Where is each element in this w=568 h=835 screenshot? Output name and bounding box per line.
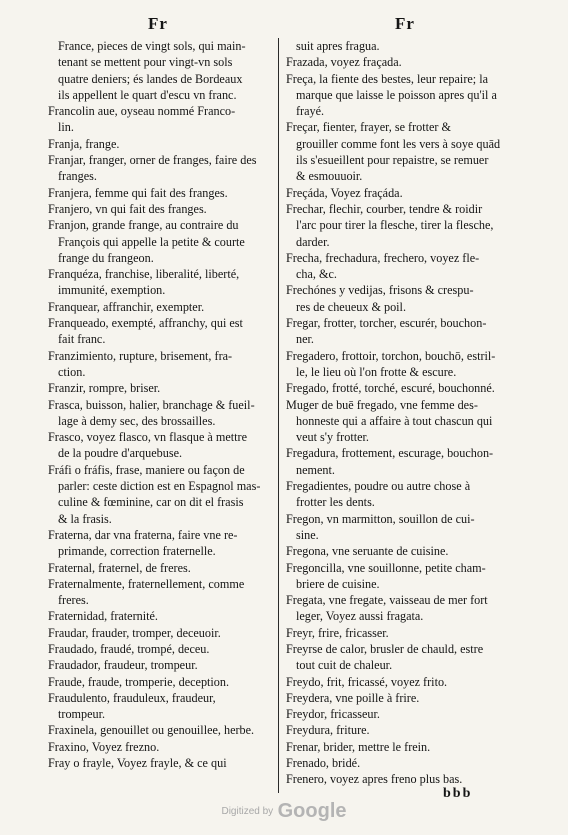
- dictionary-line: Frasco, voyez flasco, vn flasque à mettre: [48, 430, 247, 445]
- dictionary-line: sine.: [296, 527, 319, 542]
- dictionary-line: ction.: [58, 364, 86, 379]
- dictionary-line: parler: ceste diction est en Espagnol mas-: [58, 479, 261, 494]
- dictionary-line: Frechónes y vedijas, frisons & crespu-: [286, 283, 474, 298]
- dictionary-line: le, le lieu où l'on frotte & escure.: [296, 364, 457, 379]
- dictionary-line: & esmouuoir.: [296, 169, 363, 184]
- dictionary-line: Franjero, vn qui fait des franges.: [48, 201, 207, 216]
- dictionary-line: Frenar, brider, mettre le frein.: [286, 739, 431, 754]
- dictionary-line: Franquéza, franchise, liberalité, liberté,: [48, 267, 240, 282]
- dictionary-line: Frenero, voyez apres freno plus bas.: [286, 772, 463, 787]
- dictionary-line: Fregadura, frottement, escurage, bouchon-: [286, 446, 494, 461]
- dictionary-line: & la frasis.: [58, 511, 112, 526]
- running-head-left: Fr: [148, 14, 168, 33]
- dictionary-line: Franjon, grande frange, au contraire du: [48, 218, 239, 233]
- dictionary-line: Fregado, frotté, torché, escuré, bouchonné.: [286, 381, 495, 396]
- dictionary-line: ils s'esueillent pour repaistre, se remuer: [296, 153, 489, 168]
- dictionary-line: primande, correction fraternelle.: [58, 544, 216, 559]
- dictionary-line: Fraxinela, genouillet ou genouillee, herbe.: [48, 723, 255, 738]
- dictionary-line: culine & fœminine, car on dit el frasis: [58, 495, 244, 510]
- dictionary-line: Fregon, vn marmitton, souillon de cui-: [286, 511, 475, 526]
- dictionary-line: ner.: [296, 332, 314, 347]
- dictionary-line: frange du frangeon.: [58, 250, 154, 265]
- dictionary-line: François qui appelle la petite & courte: [58, 234, 245, 249]
- signature-mark: bbb: [443, 786, 473, 801]
- dictionary-line: nement.: [296, 462, 335, 477]
- dictionary-line: Frenado, bridé.: [286, 756, 361, 771]
- dictionary-line: honneste qui a affaire à tout chascun qui: [296, 413, 493, 428]
- dictionary-line: Franja, frange.: [48, 136, 120, 151]
- dictionary-line: immunité, exemption.: [58, 283, 166, 298]
- dictionary-line: Fraternalmente, fraternellement, comme: [48, 576, 245, 591]
- dictionary-line: Freydura, friture.: [286, 723, 370, 738]
- dictionary-line: veut s'y frotter.: [296, 430, 369, 445]
- dictionary-line: trompeur.: [58, 707, 106, 722]
- dictionary-line: quatre deniers; és landes de Bordeaux: [58, 71, 243, 86]
- right-column: [286, 38, 512, 788]
- dictionary-line: l'arc pour tirer la flesche, tirer la flesche,: [296, 218, 494, 233]
- dictionary-line: de la poudre d'arquebuse.: [58, 446, 183, 461]
- dictionary-line: tout cuit de chaleur.: [296, 658, 393, 673]
- dictionary-line: Franqueado, exempté, affranchy, qui est: [48, 316, 243, 331]
- dictionary-line: Fraude, fraude, tromperie, deception.: [48, 674, 230, 689]
- dictionary-line: darder.: [296, 234, 330, 249]
- watermark: [0, 800, 568, 823]
- dictionary-line: Fregoncilla, vne souillonne, petite cham-: [286, 560, 486, 575]
- dictionary-line: Freyrse de calor, brusler de chauld, estre: [286, 641, 484, 656]
- dictionary-line: franges.: [58, 169, 97, 184]
- dictionary-line: Fraudulento, frauduleux, fraudeur,: [48, 690, 216, 705]
- dictionary-line: Franquear, affranchir, exempter.: [48, 299, 205, 314]
- dictionary-line: Frechar, flechir, courber, tendre & roidir: [286, 201, 483, 216]
- dictionary-line: tenant se mettent pour vingt-vn sols: [58, 55, 233, 70]
- dictionary-line: freres.: [58, 593, 89, 608]
- dictionary-line: Muger de buē fregado, vne femme des-: [286, 397, 478, 412]
- dictionary-line: Fraudar, frauder, tromper, deceuoir.: [48, 625, 221, 640]
- dictionary-line: Fraterna, dar vna fraterna, faire vne re-: [48, 527, 238, 542]
- google-logo: Google: [277, 800, 347, 822]
- dictionary-line: frotter les dents.: [296, 495, 375, 510]
- dictionary-line: lage à demy sec, des brossailles.: [58, 413, 216, 428]
- dictionary-line: frayé.: [296, 104, 325, 119]
- dictionary-line: Freydor, fricasseur.: [286, 707, 380, 722]
- dictionary-line: cha, &c.: [296, 267, 337, 282]
- dictionary-line: leger, Voyez aussi fragata.: [296, 609, 424, 624]
- dictionary-line: Fregadientes, poudre ou autre chose à: [286, 479, 471, 494]
- dictionary-line: res de cheueux & poil.: [296, 299, 406, 314]
- running-head-right: Fr: [395, 14, 415, 33]
- dictionary-line: Freçáda, Voyez fraçáda.: [286, 185, 403, 200]
- dictionary-line: Freçar, fienter, frayer, se frotter &: [286, 120, 452, 135]
- watermark-prefix: Digitized by: [221, 806, 274, 817]
- dictionary-line: Fray o frayle, Voyez frayle, & ce qui: [48, 756, 227, 771]
- dictionary-line: grouiller comme font les vers à soye quād: [296, 136, 501, 151]
- dictionary-line: Franjar, franger, orner de franges, faire des: [48, 153, 257, 168]
- dictionary-line: Fregata, vne fregate, vaisseau de mer fort: [286, 593, 488, 608]
- dictionary-line: Fregadero, frottoir, torchon, bouchō, estril-: [286, 348, 496, 363]
- dictionary-line: Francolin aue, oyseau nommé Franco-: [48, 104, 236, 119]
- left-column: [48, 38, 274, 771]
- dictionary-line: ils appellent le quart d'escu vn franc.: [58, 87, 237, 102]
- dictionary-line: Fregar, frotter, torcher, escurér, bouchon-: [286, 316, 487, 331]
- dictionary-line: briere de cuisine.: [296, 576, 380, 591]
- dictionary-line: Franzimiento, rupture, brisement, fra-: [48, 348, 233, 363]
- dictionary-line: Fraternal, fraternel, de freres.: [48, 560, 191, 575]
- dictionary-line: Franjera, femme qui fait des franges.: [48, 185, 228, 200]
- dictionary-line: suit apres fragua.: [296, 39, 380, 53]
- dictionary-line: Fraxino, Voyez frezno.: [48, 739, 160, 754]
- dictionary-line: Freydo, frit, fricassé, voyez frito.: [286, 674, 448, 689]
- dictionary-line: Franzir, rompre, briser.: [48, 381, 161, 396]
- dictionary-line: Frazada, voyez fraçada.: [286, 55, 402, 70]
- dictionary-line: Freyr, frire, fricasser.: [286, 625, 389, 640]
- dictionary-line: fait franc.: [58, 332, 106, 347]
- dictionary-line: Fraudado, fraudé, trompé, deceu.: [48, 641, 210, 656]
- dictionary-line: Freydera, vne poille à frire.: [286, 690, 420, 705]
- dictionary-line: Fraudador, fraudeur, trompeur.: [48, 658, 198, 673]
- dictionary-line: Freça, la fiente des bestes, leur repaire; la: [286, 71, 489, 86]
- dictionary-line: Fraternidad, fraternité.: [48, 609, 158, 624]
- dictionary-line: Frecha, frechadura, frechero, voyez fle-: [286, 250, 480, 265]
- dictionary-line: Frasca, buisson, halier, branchage & fueil-: [48, 397, 255, 412]
- dictionary-line: Fráfi o fráfis, frase, maniere ou façon de: [48, 462, 245, 477]
- column-divider: [278, 38, 279, 793]
- dictionary-line: Fregona, vne seruante de cuisine.: [286, 544, 449, 559]
- dictionary-line: France, pieces de vingt sols, qui main-: [58, 39, 246, 53]
- dictionary-line: marque que laisse le poisson apres qu'il a: [296, 87, 497, 102]
- dictionary-line: lin.: [58, 120, 74, 135]
